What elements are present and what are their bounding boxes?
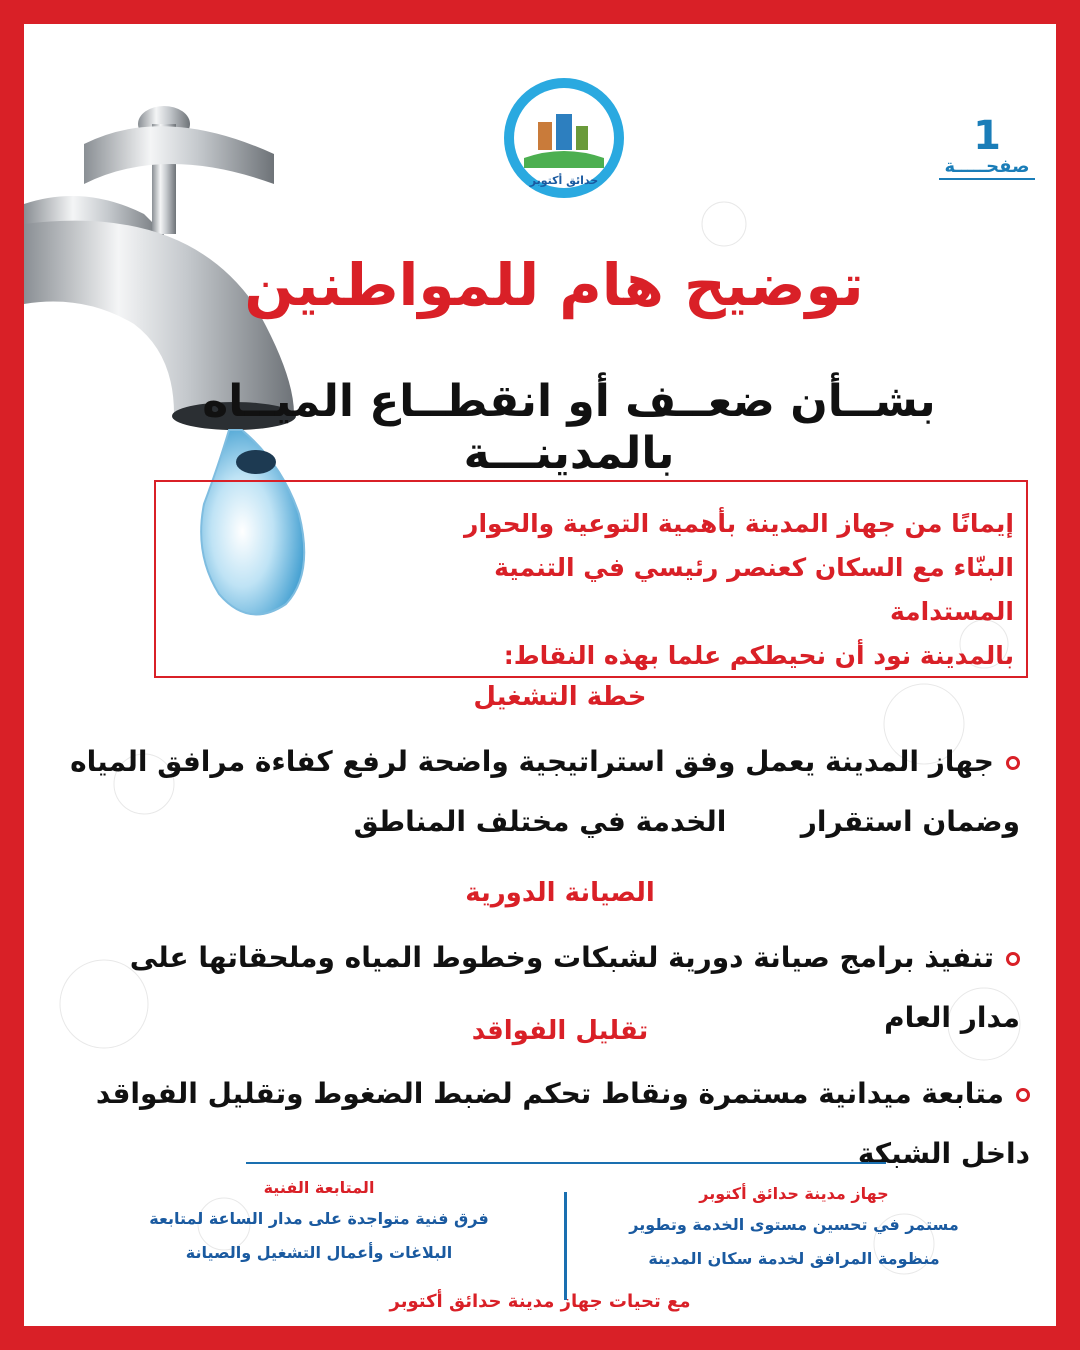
city-logo [502, 76, 626, 200]
section-heading-periodic-maintenance: الصيانة الدورية [465, 878, 655, 908]
page-number-badge [932, 113, 1042, 180]
logo-caption: حدائق أكتوبر [529, 174, 599, 187]
bullet-circle-icon [1006, 756, 1020, 770]
footer-right-line: منظومة المرافق لخدمة سكان المدينة [648, 1249, 940, 1268]
intro-line: بالمدينة نود أن نحيطكم علما بهذه النقاط: [503, 641, 1014, 670]
page-title: توضيح هام للمواطنين [244, 251, 864, 319]
poster-page [24, 24, 1056, 1326]
page-number: 1 [973, 113, 1001, 159]
page-subtitle: بشــأن ضعــف أو انقطــاع الميــاه بالمدينـــة [202, 376, 936, 479]
footer-divider [246, 1162, 886, 1164]
footer-right-heading: جهاز مدينة حدائق أكتوبر [699, 1184, 889, 1203]
bullet-continuation: الخدمة في مختلف المناطق [353, 805, 727, 838]
intro-line: البنّاء مع السكان كعنصر رئيسي في التنمية المستدامة [494, 553, 1014, 626]
closing-greeting: مع تحيات جهاز مدينة حدائق أكتوبر [389, 1291, 691, 1312]
intro-line: إيمانًا من جهاز المدينة بأهمية التوعية والحوار [464, 509, 1014, 538]
bullet-text: جهاز المدينة يعمل وفق استراتيجية واضحة لرفع كفاءة مرافق المياه وضمان استقرار [70, 745, 1020, 838]
footer-left-heading: المتابعة الفنية [263, 1178, 375, 1197]
footer-column-divider [564, 1192, 567, 1300]
bullet-text: تنفيذ برامج صيانة دورية لشبكات وخطوط المياه وملحقاتها على مدار العام [129, 941, 1020, 1034]
section-heading-reduce-losses: تقليل الفواقد [471, 1016, 649, 1046]
footer-right-column [604, 1180, 984, 1276]
bullet-item [50, 1064, 1030, 1184]
intro-paragraph [374, 502, 1014, 678]
footer-left-line: البلاغات وأعمال التشغيل والصيانة [185, 1243, 453, 1262]
page-label: صفحـــــة [939, 156, 1035, 180]
footer-left-column [114, 1174, 524, 1270]
bullet-circle-icon [1016, 1088, 1030, 1102]
bullet-circle-icon [1006, 952, 1020, 966]
bullet-text: متابعة ميدانية مستمرة ونقاط تحكم لضبط الضغوط وتقليل الفواقد داخل الشبكة [95, 1077, 1030, 1170]
footer-right-line: مستمر في تحسين مستوى الخدمة وتطوير [629, 1215, 959, 1234]
section-heading-operation-plan: خطة التشغيل [473, 682, 647, 712]
footer-left-line: فرق فنية متواجدة على مدار الساعة لمتابعة [149, 1209, 489, 1228]
